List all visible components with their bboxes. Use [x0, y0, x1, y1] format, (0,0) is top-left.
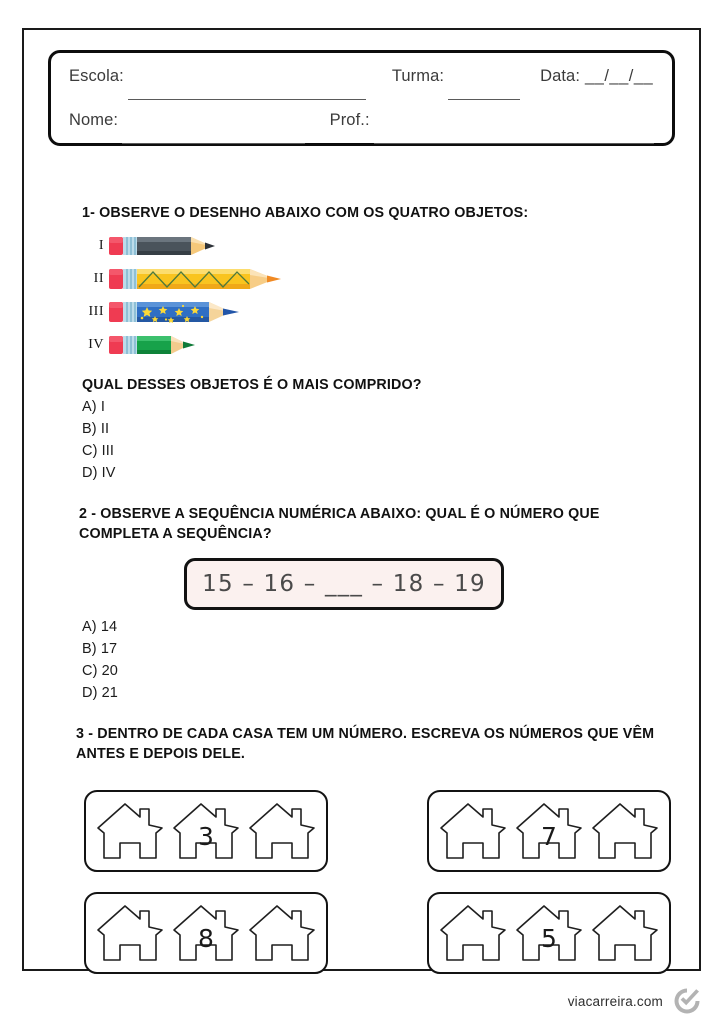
house-cell-blank[interactable] — [587, 796, 663, 866]
house-cell-blank[interactable] — [92, 796, 168, 866]
prof-fill-line[interactable] — [374, 143, 654, 144]
option-d[interactable]: D) IV — [82, 465, 116, 482]
nome-fill-line[interactable] — [122, 143, 305, 144]
house-cell-blank[interactable] — [587, 898, 663, 968]
house-cell-blank[interactable] — [92, 898, 168, 968]
escola-label: Escola: — [69, 67, 124, 85]
question-1-title: 1- OBSERVE O DESENHO ABAIXO COM OS QUATRO OBJETOS: — [82, 205, 529, 221]
option-c[interactable]: C) III — [82, 443, 115, 460]
house-icon — [92, 796, 168, 866]
option-a[interactable]: A) I — [82, 399, 105, 415]
escola-fill-line[interactable] — [128, 99, 366, 100]
pencil-illustration-group — [82, 229, 382, 361]
house-icon — [587, 898, 663, 968]
pencil-label-iv: IV — [88, 336, 104, 352]
header-row-escola — [69, 67, 654, 103]
pencil-i-icon — [109, 234, 221, 258]
house-cell-blank[interactable] — [244, 898, 320, 968]
house-group-4 — [427, 892, 671, 974]
pencil-row-1 — [82, 229, 382, 262]
pencil-row-4 — [82, 328, 382, 361]
pencil-row-3 — [82, 295, 382, 328]
site-url: viacarreira.com — [567, 993, 663, 1009]
option-b[interactable]: B) II — [82, 421, 110, 438]
data-label: Data: — [540, 67, 580, 85]
house-icon — [435, 796, 511, 866]
data-fill-slots[interactable]: __/__/__ — [585, 67, 654, 85]
prof-label: Prof.: — [329, 111, 370, 129]
number-sequence-box — [184, 558, 504, 610]
house-group-3 — [84, 892, 328, 974]
pencil-label-ii: II — [93, 270, 104, 286]
check-circle-icon — [672, 986, 702, 1016]
header-row-nome — [69, 111, 654, 147]
house-group-2 — [427, 790, 671, 872]
house-number: 8 — [198, 924, 214, 953]
question-1-options — [82, 396, 116, 484]
pencil-label-i: I — [98, 237, 104, 253]
house-cell-given — [168, 898, 244, 968]
question-2-title: 2 - OBSERVE A SEQUÊNCIA NUMÉRICA ABAIXO: QUAL É O NÚMERO QUE COMPLETA A SEQUÊNCIA? — [79, 506, 600, 543]
pencil-iv-icon — [109, 333, 199, 357]
option-a[interactable]: A) 14 — [82, 619, 118, 635]
house-cell-given — [511, 898, 587, 968]
house-number: 5 — [541, 924, 557, 953]
turma-label: Turma: — [391, 67, 445, 85]
question-1-prompt: QUAL DESSES OBJETOS É O MAIS COMPRIDO? — [82, 377, 422, 393]
option-c[interactable]: C) 20 — [82, 663, 118, 680]
house-icon — [587, 796, 663, 866]
turma-fill-line[interactable] — [448, 99, 520, 100]
pencil-iii-icon — [109, 299, 247, 325]
option-d[interactable]: D) 21 — [82, 685, 118, 702]
house-icon — [92, 898, 168, 968]
house-cell-blank[interactable] — [435, 796, 511, 866]
option-b[interactable]: B) 17 — [82, 641, 118, 658]
question-3-title: 3 - DENTRO DE CADA CASA TEM UM NÚMERO. ESCREVA OS NÚMEROS QUE VÊM ANTES E DEPOIS DELE. — [76, 726, 655, 763]
house-cell-given — [511, 796, 587, 866]
house-icon — [244, 796, 320, 866]
house-number: 7 — [541, 822, 557, 851]
number-sequence-text: 15 – 16 – ___ – 18 – 19 — [202, 571, 486, 597]
house-number: 3 — [198, 822, 214, 851]
house-group-1 — [84, 790, 328, 872]
house-icon — [244, 898, 320, 968]
house-cell-blank[interactable] — [244, 796, 320, 866]
question-2-options — [82, 616, 118, 704]
footer — [0, 978, 724, 1024]
page-frame — [22, 28, 701, 971]
pencil-row-2 — [82, 262, 382, 295]
house-cell-blank[interactable] — [435, 898, 511, 968]
pencil-label-iii: III — [88, 303, 104, 319]
house-cell-given — [168, 796, 244, 866]
house-icon — [435, 898, 511, 968]
nome-label: Nome: — [69, 111, 119, 129]
pencil-ii-icon — [109, 266, 287, 292]
student-identification-box — [48, 50, 675, 146]
